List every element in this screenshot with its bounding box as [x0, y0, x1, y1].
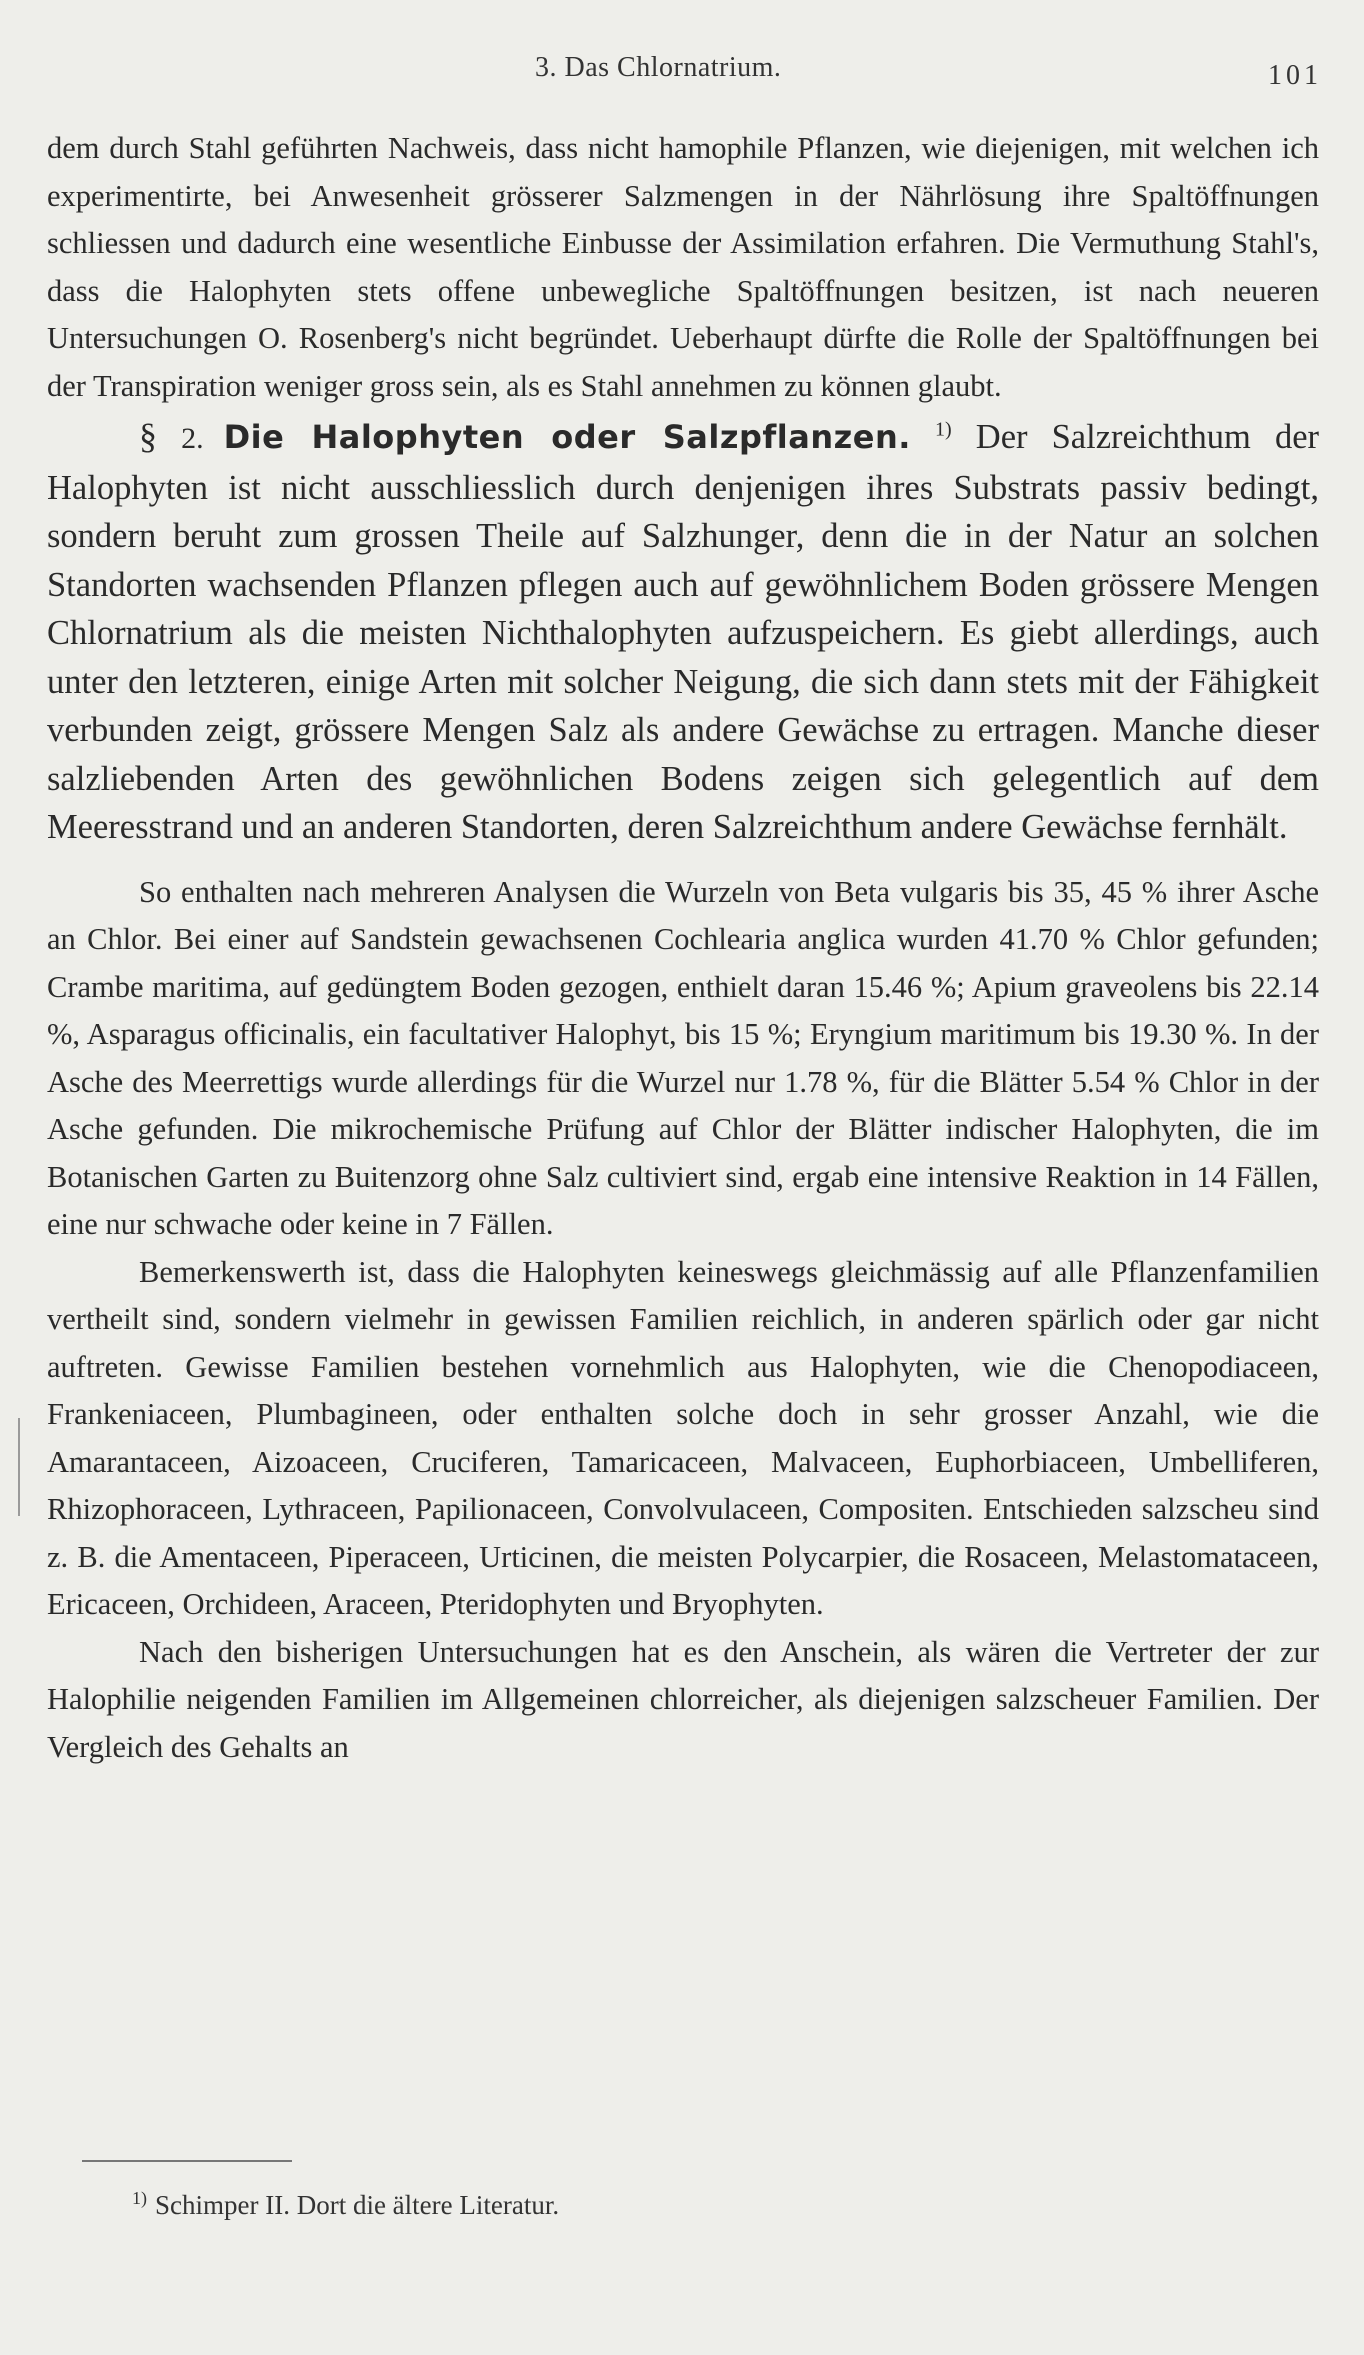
footnote-text: Schimper II. Dort die ältere Literatur.: [155, 2190, 560, 2220]
paragraph-4: Bemerkenswerth ist, dass die Halophyten keineswegs gleichmässig auf alle Pflanzenfamilien vertheilt sind, sondern vielmehr in gewissen Familien reichlich, in anderen spärlich oder gar nicht auftreten. Gewisse Familien bestehen vornehmlich aus Halophyten, wie die Chenopodiaceen, Frankeniaceen, Plumbagineen, oder enthalten solche doch in sehr grosser Anzahl, wie die Amarantaceen, Aizoaceen, Cruciferen, Tamaricaceen, Malvaceen, Euphorbiaceen, Umbelliferen, Rhizophoraceen, Lythraceen, Papilionaceen, Convolvulaceen, Compositen. Entschieden salzscheu sind z. B. die Amentaceen, Piperaceen, Urticinen, die meisten Polycarpier, die Rosaceen, Melastomataceen, Ericaceen, Orchideen, Araceen, Pteridophyten und Bryophyten.: [47, 1254, 1319, 1621]
section-paragraph: [47, 412, 1319, 852]
section-symbol: §: [139, 416, 157, 456]
footnote-rule: [82, 2160, 292, 2162]
running-head: [0, 48, 1364, 91]
section-heading: Die Halophyten oder Salzpflanzen.: [223, 418, 911, 456]
margin-mark: [18, 1418, 20, 1516]
paragraph-2: Der Salzreichthum der Halophyten ist nicht ausschliesslich durch denjenigen ihres Substrats passiv bedingt, sondern beruht zum grossen Theile auf Salzhunger, denn die in der Natur an solchen Standorten wachsenden Pflanzen pflegen auch auf gewöhnlichem Boden grössere Mengen Chlornatrium als die meisten Nichthalophyten aufzuspeichern. Es giebt allerdings, auch unter den letzteren, einige Arten mit solcher Neigung, die sich dann stets mit der Fähigkeit verbunden zeigt, grössere Mengen Salz als andere Gewächse zu ertragen. Manche dieser salzliebenden Arten des gewöhnlichen Bodens zeigen sich gelegentlich auf dem Meeresstrand und an anderen Standorten, deren Salzreichthum andere Gewächse fernhält.: [47, 418, 1320, 846]
footnote-mark: 1): [132, 2188, 147, 2208]
running-title: 3. Das Chlornatrium.: [535, 52, 782, 83]
page-number: 101: [1268, 60, 1322, 91]
footnote-reference: 1): [935, 418, 952, 441]
paragraph-3: So enthalten nach mehreren Analysen die Wurzeln von Beta vulgaris bis 35, 45 % ihrer Asche an Chlor. Bei einer auf Sandstein gewachsenen Cochlearia anglica wurden 41.70 % Chlor gefunden; Crambe maritima, auf gedüngtem Boden gezogen, enthielt daran 15.46 %; Apium graveolens bis 22.14 %, Asparagus officinalis, ein facultativer Halophyt, bis 15 %; Eryngium maritimum bis 19.30 %. In der Asche des Meerrettigs wurde allerdings für die Wurzel nur 1.78 %, für die Blätter 5.54 % Chlor in der Asche gefunden. Die mikrochemische Prüfung auf Chlor der Blätter indischer Halophyten, die im Botanischen Garten zu Buitenzorg ohne Salz cultiviert sind, ergab eine intensive Reaktion in 14 Fällen, eine nur schwache oder keine in 7 Fällen.: [47, 874, 1319, 1241]
body-text: [47, 125, 1319, 1771]
footnote: [132, 2190, 559, 2221]
section-number: 2.: [181, 422, 204, 455]
paragraph-1: dem durch Stahl geführten Nachweis, dass nicht hamophile Pflanzen, wie diejenigen, mit welchen ich experimentirte, bei Anwesenheit grösserer Salzmengen in der Nährlösung ihre Spaltöffnungen schliessen und dadurch eine wesentliche Einbusse der Assimilation erfahren. Die Vermuthung Stahl's, dass die Halophyten stets offene unbewegliche Spaltöffnungen besitzen, ist nach neueren Untersuchungen O. Rosenberg's nicht begründet. Ueberhaupt dürfte die Rolle der Spaltöffnungen bei der Transpiration weniger gross sein, als es Stahl annehmen zu können glaubt.: [47, 131, 1319, 403]
paragraph-5: Nach den bisherigen Untersuchungen hat es den Anschein, als wären die Vertreter der zur Halophilie neigenden Familien im Allgemeinen chlorreicher, als diejenigen salzscheuer Familien. Der Vergleich des Gehalts an: [47, 1634, 1319, 1764]
